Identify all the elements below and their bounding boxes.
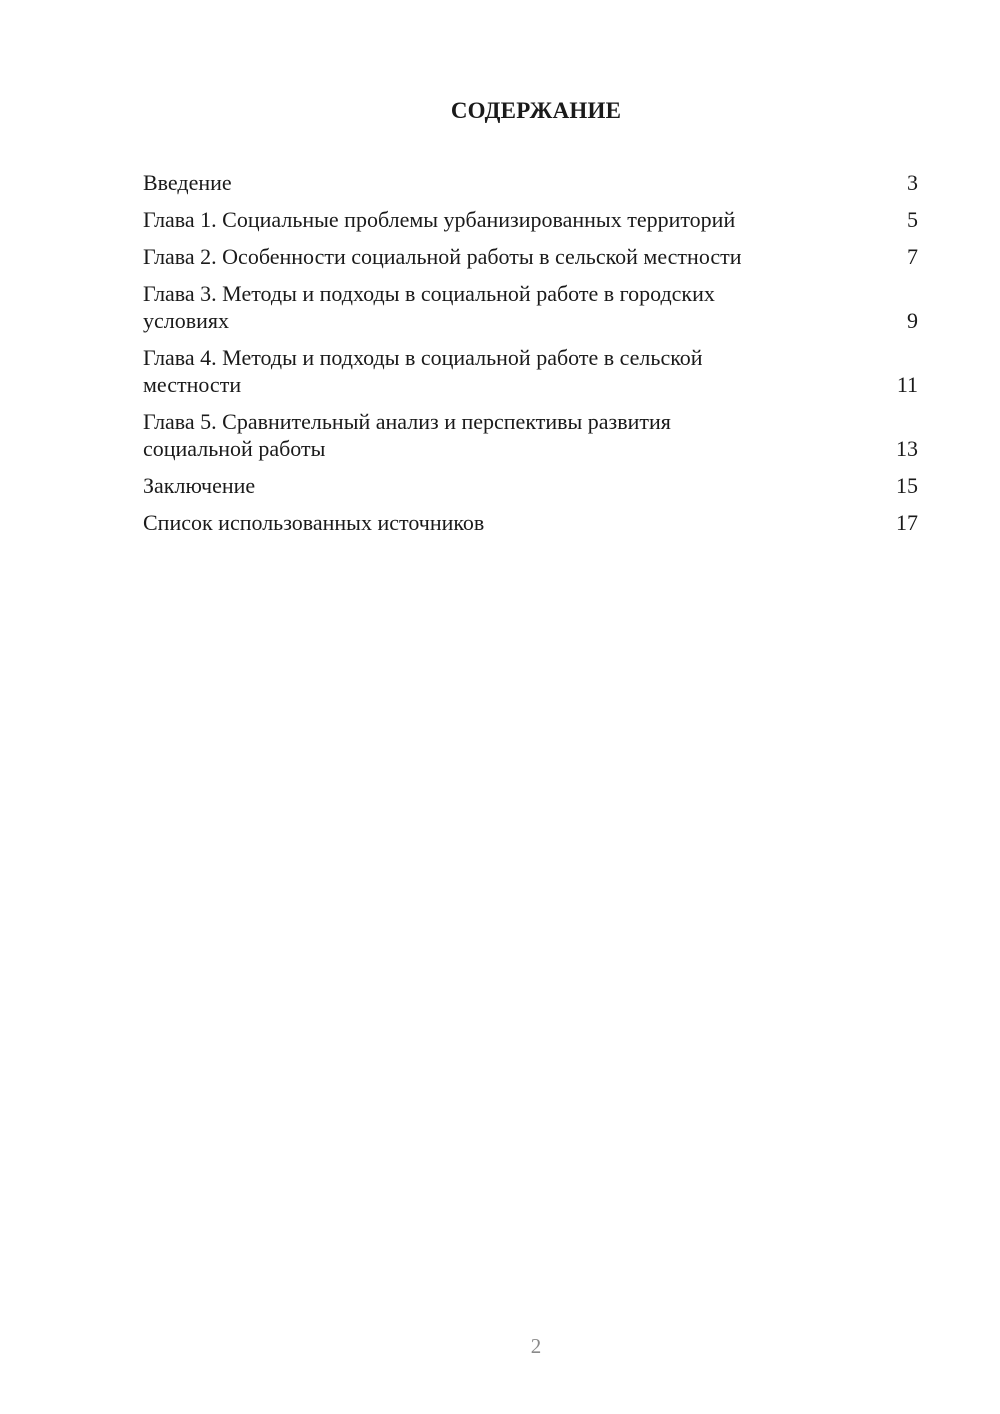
toc-entry-title: Глава 2. Особенности социальной работы в сельской местности: [143, 244, 742, 269]
toc-entry-page: 13: [896, 436, 918, 461]
toc-entry-chapter-3: [143, 280, 918, 334]
toc-heading: СОДЕРЖАНИЕ: [450, 98, 622, 123]
toc-entry-title: Глава 3. Методы и подходы в социальной работе в городских условиях: [143, 281, 715, 333]
toc-entry-title: Глава 1. Социальные проблемы урбанизированных территорий: [143, 207, 736, 232]
toc-entry-page: 3: [907, 170, 918, 195]
toc-entry-title: Список использованных источников: [143, 510, 485, 535]
toc-entry-page: 7: [907, 244, 918, 269]
toc-entry-page: 9: [907, 308, 918, 333]
toc-entry-conclusion: [143, 472, 918, 499]
table-of-contents: [143, 169, 918, 546]
toc-entry-chapter-2: [143, 243, 918, 270]
toc-entry-chapter-5: [143, 408, 918, 462]
toc-entry-page: 17: [896, 510, 918, 535]
toc-entry-chapter-4: [143, 344, 918, 398]
toc-entry-title: Глава 4. Методы и подходы в социальной работе в сельской местности: [143, 345, 703, 397]
toc-entry-title: Заключение: [143, 473, 256, 498]
toc-entry-chapter-1: [143, 206, 918, 233]
toc-entry-page: 15: [896, 473, 918, 498]
toc-entry-title: Введение: [143, 170, 232, 195]
toc-entry-title: Глава 5. Сравнительный анализ и перспективы развития социальной работы: [143, 409, 671, 461]
page-number: 2: [530, 1334, 542, 1358]
toc-entry-references: [143, 509, 918, 536]
toc-entry-page: 11: [896, 372, 918, 397]
toc-entry-page: 5: [907, 207, 918, 232]
toc-entry-introduction: [143, 169, 918, 196]
